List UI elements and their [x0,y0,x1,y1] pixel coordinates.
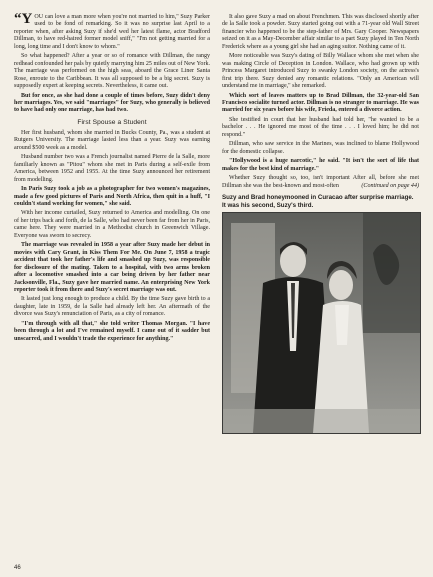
left-column [14,11,210,345]
paragraph: “YOU can love a man more when you're not married to him," Suzy Parker used to be fond of remarking. So it was no surprise last April to a reporter when, after asking Suzy if she'd wed her latest flame, actor Bradford Dillman, to have red-haired former model sniff," "I'm not getting married for a long, long time and I don't know to whom." [14,11,210,50]
page-number: 46 [14,565,21,571]
paragraph-bold: But for once, as she had done a couple of times before, Suzy didn't deny her marriages. Yes, we said "marriages" for Suzy, who generally is believed to have had only one marriage, has had two. [14,92,210,114]
paragraph-bold: "Hollywood is a huge narcotic," he said. "It isn't the sort of life that makes for the best kind of marriage." [222,158,419,172]
paragraph: So what happened? After a year or so of romance with Dillman, the rangy redhead confounded her pals by quietly marrying him 25 miles out of New York. The marriage was performed on the high seas, aboard the Grace Liner Santa Rose, enroute to the Caribbean. It was all supposed to be a big secret. Suzy is supposedly expert at keeping secrets. Nevertheless, it came out. [14,53,210,90]
paragraph-bold: In Paris Suzy took a job as a photographer for two women's magazines, made a few good pictures of Paris and North Africa, then quit in a huff, "I couldn't stand working for women," she said. [14,186,210,207]
right-column [222,14,419,434]
paragraph-bold: The marriage was revealed in 1958 a year after Suzy made her debut in movies with Cary Grant, in Kiss Them For Me. On June 7, 1958 a tragic accident that took her father's life and smashed up Suzy, was responsible for disclosure of the mating. Taken to a hospital, with two arms broken after a locomotive smashed into a car being driven by her father near Jacksonville, Fla., Suzy gave her married name. An enterprising New York reporter took it from there and Suzy's secret marriage was out. [14,242,210,293]
paragraph-bold: Which sort of leaves matters up to Brad Dillman, the 32-year-old San Francisco socialite turned actor. Dillman is no stranger to marriage. He was married for six years before his wife, Frieda, entered a divorce action. [222,92,419,114]
paragraph: With her income curtailed, Suzy returned to America and modelling. On one of her trips back and forth, de la Salle, who had never been far from her in Paris, came here. They were married in a Methodist church in Greenwich Village. Everyone was sworn to secrecy. [14,210,210,239]
couple-photo [222,212,421,434]
paragraph: Husband number two was a French journalist named Pierre de la Salle, more familiarly known as "Pitou" whom she met in Paris during a self-exile from America, between 1952 and 1955. At the time Suzy announced her retirement from modelling. [14,154,210,183]
paragraph: Her first husband, whom she married in Bucks County, Pa., was a student at Rutgers University. The marriage lasted less than a year. Suzy was earning around $500 week as a model. [14,129,210,151]
continued-note: (Continued on page 44) [361,182,419,189]
paragraph: Whether Suzy thought so, too, isn't important After all, before she met Dillman she was the best-known and most-often (Continued on page 44) [222,175,419,189]
paragraph: It lasted just long enough to produce a child. By the time Suzy gave birth to a daughter, late in 1959, de la Salle had already left her. An aftermath of the divorce was Suzy's renunciation of Paris, as a city of romance. [14,296,210,318]
subheading: First Spouse a Student [77,118,147,126]
drop-cap: “Y [14,11,33,27]
photo-caption: Suzy and Brad honeymooned in Curacao after surprise marriage. It was his second, Suzy's third. [222,193,414,209]
paragraph: More noticeable was Suzy's dating of Billy Wallace whom she met when she was making Circle of Deception in London. Wallace, who had grown up with Princess Margaret introduced Suzy to swanky London society, on the actress's first trip there. Suzy denied any romantic relations. "Only an American will understand me in marriage," she remarked. [222,53,419,90]
photo-illustration [223,213,420,433]
paragraph: She testified in court that her husband had told her, "he wanted to be a bachelor . . . He ignored me most of the time . . . I loved him; he did not respond." [222,116,419,138]
paragraph-bold: "I'm through with all that," she told writer Thomas Morgan. "I have been through a lot and I've remained myself. I came out of it sadder but unscarred, and I wouldn't trade the experience for anything." [14,320,210,342]
paragraph: It also gave Suzy a mad on about Frenchmen. This was disclosed shortly after de la Salle took a powder. Suzy started going out with a 71-year old Wall Street financier who happened to be the step-father of Mrs. Gary Cooper. Newspapers seized on it as a May-December affair similar to a part Suzy played in Ten North Frederick where as a young girl she had an aging suitor. Nothing came of it. [222,14,419,50]
paragraph: Dillman, who saw service in the Marines, was inclined to blame Hollywood for the domestic collapse. [222,141,419,155]
